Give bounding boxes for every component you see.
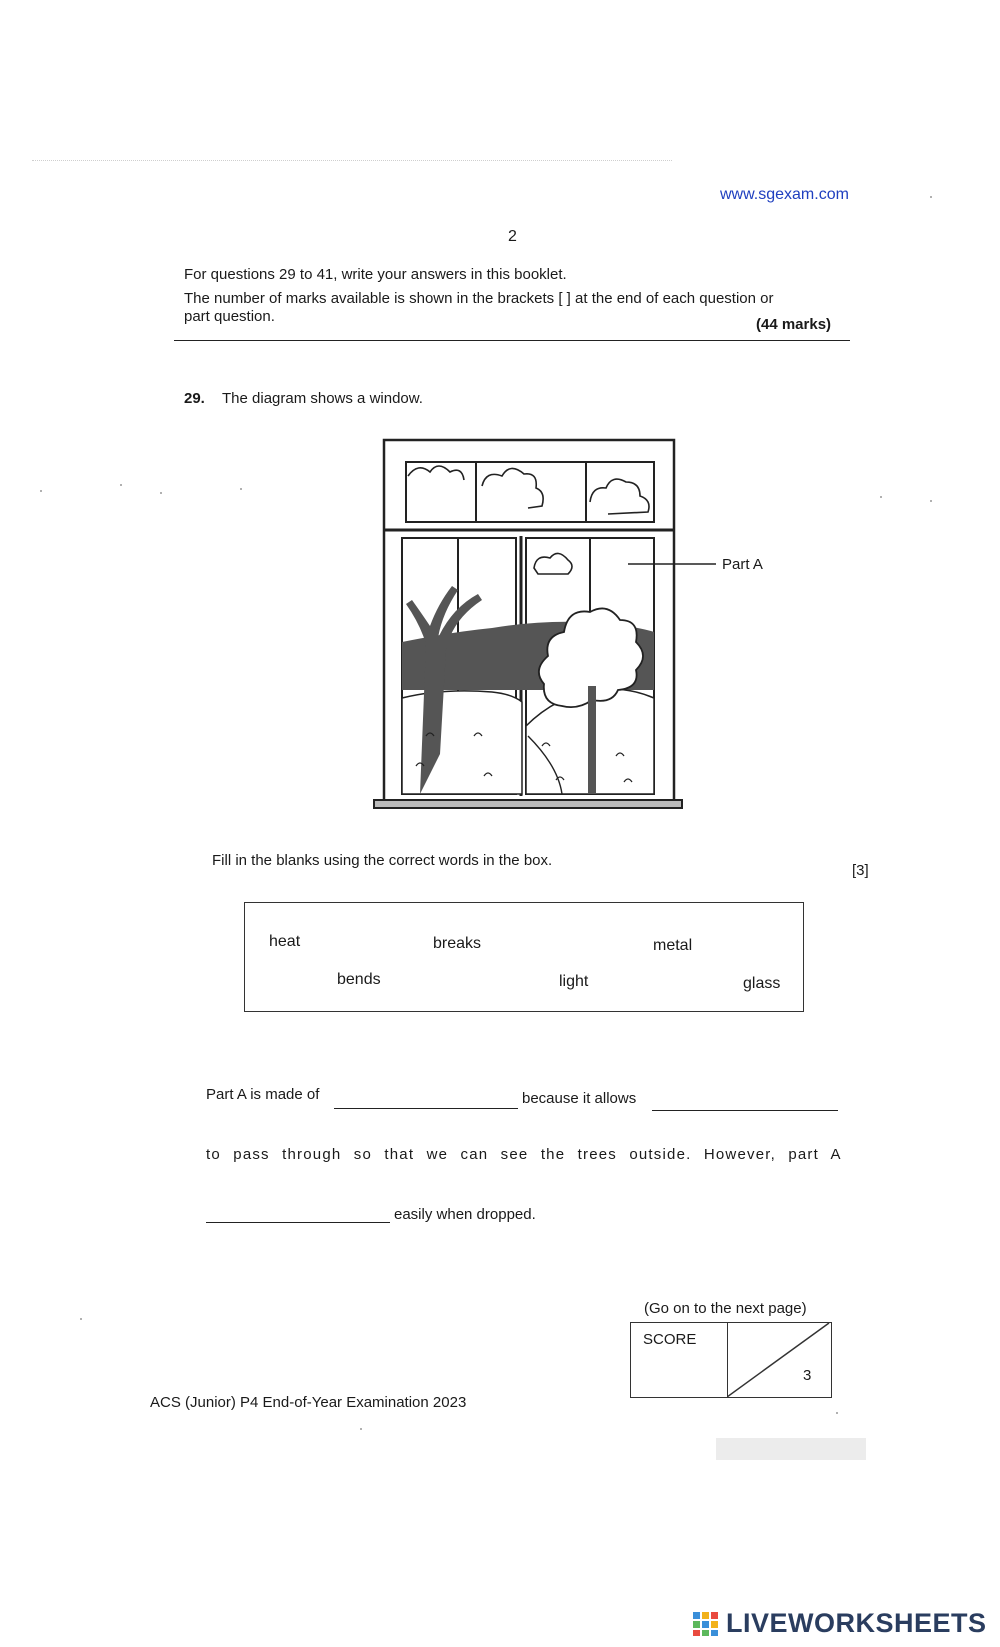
liveworksheets-brand bbox=[692, 1608, 987, 1639]
word-breaks: breaks bbox=[433, 935, 482, 952]
part-a-label: Part A bbox=[722, 556, 763, 573]
sentence-part-1: Part A is made of bbox=[206, 1086, 320, 1103]
score-label: SCORE bbox=[643, 1331, 697, 1348]
word-metal: metal bbox=[653, 937, 693, 954]
instruction-line-1: For questions 29 to 41, write your answers in this booklet. bbox=[184, 266, 567, 283]
scan-patch bbox=[716, 1438, 866, 1460]
scan-speck bbox=[120, 484, 122, 486]
blank-1-input[interactable] bbox=[334, 1088, 518, 1109]
scan-speck bbox=[40, 490, 42, 492]
scan-speck bbox=[880, 496, 882, 498]
score-box bbox=[630, 1322, 832, 1398]
score-slash bbox=[727, 1323, 831, 1397]
window-diagram bbox=[366, 436, 736, 826]
question-number: 29. bbox=[184, 390, 205, 407]
sentence-part-4: easily when dropped. bbox=[394, 1206, 536, 1223]
scan-speck bbox=[930, 196, 932, 198]
score-value: 3 bbox=[803, 1367, 812, 1384]
word-heat: heat bbox=[269, 933, 301, 950]
sentence-part-2: because it allows bbox=[522, 1090, 637, 1107]
scan-speck bbox=[930, 500, 932, 502]
scan-speck bbox=[160, 492, 162, 494]
instruction-line-3: part question. bbox=[184, 308, 275, 325]
word-bends: bends bbox=[337, 971, 381, 988]
word-glass: glass bbox=[743, 975, 781, 992]
go-on-note: (Go on to the next page) bbox=[644, 1300, 807, 1317]
question-marks: [3] bbox=[852, 862, 869, 879]
brand-text: LIVEWORKSHEETS bbox=[726, 1608, 987, 1638]
total-marks: (44 marks) bbox=[756, 316, 832, 333]
scan-speck bbox=[240, 488, 242, 490]
word-bank-box bbox=[244, 902, 804, 1012]
instruction-line-2: The number of marks available is shown in the brackets [ ] at the end of each question or bbox=[184, 290, 774, 307]
page-number: 2 bbox=[508, 228, 517, 245]
fill-instruction: Fill in the blanks using the correct words in the box. bbox=[212, 852, 553, 869]
blank-2-input[interactable] bbox=[652, 1090, 838, 1111]
site-link[interactable]: www.sgexam.com bbox=[720, 186, 849, 203]
section-divider bbox=[174, 340, 850, 341]
blank-3-input[interactable] bbox=[206, 1202, 390, 1223]
scan-speck bbox=[80, 1318, 82, 1320]
sentence-part-3: to pass through so that we can see the trees outside. However, part A bbox=[206, 1146, 842, 1163]
scan-artifact-line bbox=[32, 160, 672, 161]
exam-title: ACS (Junior) P4 End-of-Year Examination 2023 bbox=[150, 1394, 467, 1411]
word-light: light bbox=[559, 973, 589, 990]
scan-speck bbox=[836, 1412, 838, 1414]
liveworksheets-logo-icon bbox=[692, 1611, 720, 1637]
scan-speck bbox=[360, 1428, 362, 1430]
question-stem: The diagram shows a window. bbox=[222, 390, 423, 407]
